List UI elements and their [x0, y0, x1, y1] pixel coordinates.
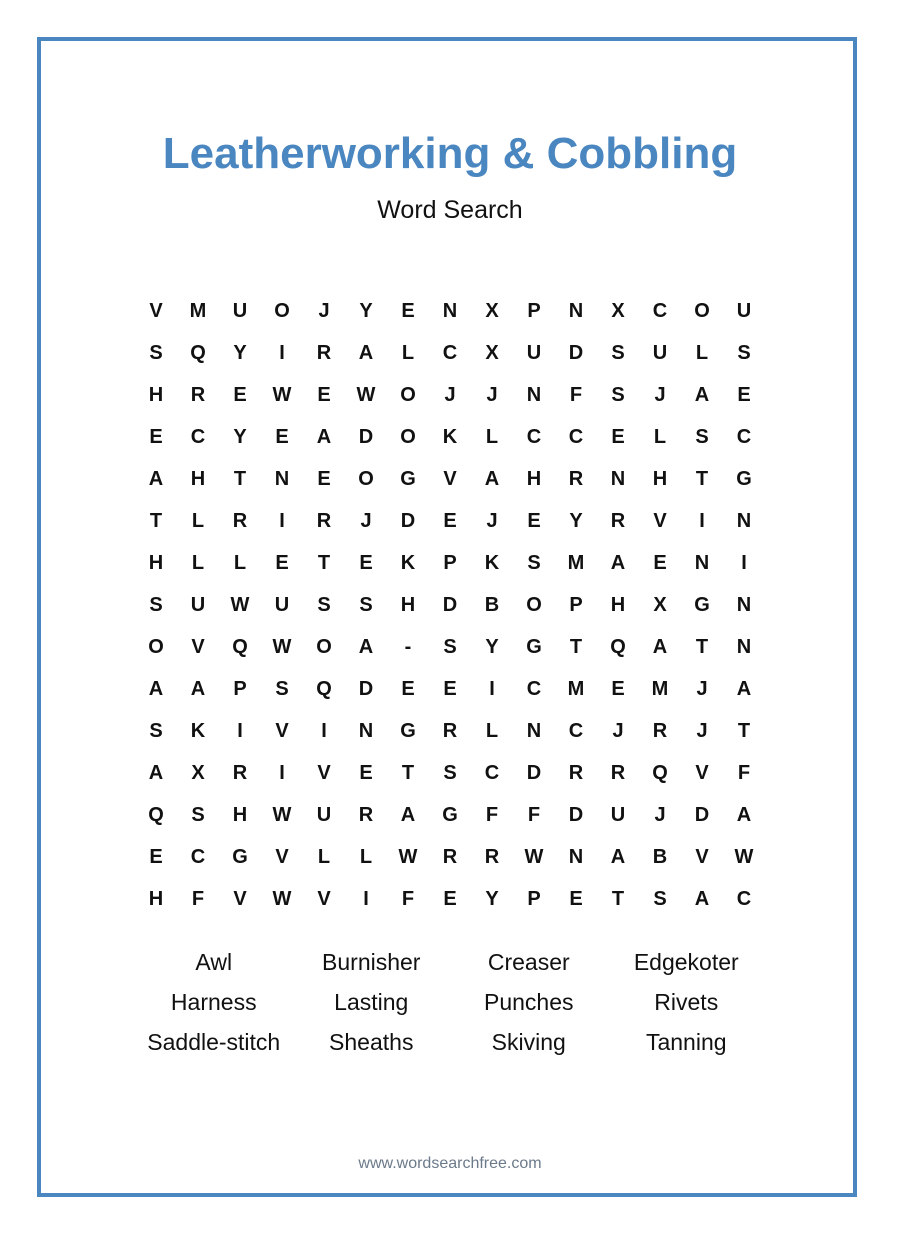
grid-letter: J: [696, 677, 708, 700]
grid-letter: E: [233, 383, 247, 406]
grid-letter: H: [400, 593, 416, 616]
grid-letter: I: [237, 719, 243, 742]
grid-letter: I: [741, 551, 747, 574]
grid-letter: S: [611, 383, 625, 406]
grid-letter: N: [736, 635, 752, 658]
grid-letter: A: [190, 677, 206, 700]
grid-letter: R: [316, 341, 332, 364]
grid-letter: V: [695, 845, 709, 868]
grid-letter: Q: [148, 803, 164, 826]
grid-letter: D: [694, 803, 710, 826]
grid-letter: N: [442, 299, 458, 322]
grid-letter: E: [737, 383, 751, 406]
letter-grid: [135, 290, 765, 920]
grid-letter: E: [359, 551, 373, 574]
grid-letter: Q: [610, 635, 626, 658]
grid-letter: I: [363, 887, 369, 910]
grid-letter: T: [569, 635, 583, 658]
grid-letter: W: [272, 803, 292, 826]
grid-letter: J: [360, 509, 372, 532]
grid-letter: F: [737, 761, 751, 784]
word-list-item: Awl: [195, 948, 233, 975]
grid-letter: R: [190, 383, 206, 406]
grid-letter: K: [190, 719, 206, 742]
grid-letter: D: [526, 761, 542, 784]
grid-letter: J: [318, 299, 330, 322]
grid-letter: X: [611, 299, 625, 322]
grid-letter: R: [442, 719, 458, 742]
grid-letter: K: [400, 551, 416, 574]
grid-letter: I: [279, 341, 285, 364]
grid-letter: O: [274, 299, 290, 322]
grid-letter: Y: [485, 887, 499, 910]
grid-letter: S: [275, 677, 289, 700]
grid-letter: J: [444, 383, 456, 406]
grid-letter: D: [358, 425, 374, 448]
grid-letter: C: [190, 845, 206, 868]
grid-letter: S: [695, 425, 709, 448]
grid-letter: M: [567, 551, 585, 574]
grid-letter: G: [442, 803, 458, 826]
grid-letter: C: [526, 425, 542, 448]
grid-letter: T: [317, 551, 331, 574]
grid-letter: H: [610, 593, 626, 616]
grid-letter: Q: [190, 341, 206, 364]
grid-letter: S: [527, 551, 541, 574]
grid-letter: F: [527, 803, 541, 826]
grid-letter: F: [401, 887, 415, 910]
grid-letter: G: [400, 719, 416, 742]
grid-letter: E: [149, 845, 163, 868]
grid-letter: E: [317, 383, 331, 406]
grid-letter: N: [736, 509, 752, 532]
grid-letter: H: [190, 467, 206, 490]
grid-letter: C: [190, 425, 206, 448]
grid-letter: S: [191, 803, 205, 826]
grid-letter: L: [485, 425, 499, 448]
grid-letter: P: [443, 551, 457, 574]
word-list-item: Burnisher: [322, 948, 421, 975]
grid-letter: E: [611, 677, 625, 700]
grid-letter: N: [526, 383, 542, 406]
grid-letter: H: [232, 803, 248, 826]
grid-letter: R: [442, 845, 458, 868]
grid-letter: D: [442, 593, 458, 616]
grid-letter: E: [443, 677, 457, 700]
grid-letter: P: [527, 887, 541, 910]
grid-letter: X: [485, 299, 499, 322]
grid-letter: A: [694, 887, 710, 910]
grid-letter: T: [611, 887, 625, 910]
grid-letter: I: [489, 677, 495, 700]
grid-letter: D: [568, 341, 584, 364]
grid-letter: J: [696, 719, 708, 742]
grid-letter: N: [274, 467, 290, 490]
grid-letter: T: [233, 467, 247, 490]
grid-letter: S: [443, 635, 457, 658]
grid-letter: O: [400, 383, 416, 406]
grid-letter: L: [317, 845, 331, 868]
grid-letter: V: [149, 299, 163, 322]
grid-letter: V: [275, 719, 289, 742]
grid-letter: C: [736, 425, 752, 448]
word-list-item: Edgekoter: [633, 948, 739, 975]
grid-letter: W: [356, 383, 376, 406]
grid-letter: T: [695, 635, 709, 658]
grid-letter: S: [149, 593, 163, 616]
grid-letter: A: [316, 425, 332, 448]
grid-letter: A: [694, 383, 710, 406]
page-title: Leatherworking & Cobbling: [162, 129, 738, 178]
grid-letter: X: [653, 593, 667, 616]
grid-letter: N: [568, 299, 584, 322]
grid-letter: M: [189, 299, 207, 322]
grid-letter: L: [233, 551, 247, 574]
grid-letter: R: [568, 467, 584, 490]
grid-letter: C: [568, 719, 584, 742]
page-subtitle: Word Search: [377, 196, 523, 224]
grid-letter: F: [191, 887, 205, 910]
grid-letter: M: [567, 677, 585, 700]
grid-letter: L: [485, 719, 499, 742]
grid-letter: A: [610, 551, 626, 574]
grid-letter: A: [610, 845, 626, 868]
grid-letter: R: [232, 761, 248, 784]
grid-letter: N: [568, 845, 584, 868]
grid-letter: X: [485, 341, 499, 364]
grid-letter: G: [526, 635, 542, 658]
grid-letter: I: [321, 719, 327, 742]
grid-letter: R: [610, 761, 626, 784]
grid-letter: A: [400, 803, 416, 826]
grid-letter: P: [527, 299, 541, 322]
grid-letter: K: [484, 551, 500, 574]
grid-letter: O: [358, 467, 374, 490]
grid-letter: W: [734, 845, 754, 868]
grid-letter: -: [404, 635, 412, 658]
grid-letter: A: [736, 677, 752, 700]
grid-letter: M: [651, 677, 669, 700]
grid-letter: I: [699, 509, 705, 532]
grid-letter: U: [526, 341, 542, 364]
grid-letter: N: [526, 719, 542, 742]
grid-letter: E: [275, 551, 289, 574]
grid-letter: J: [654, 803, 666, 826]
grid-letter: L: [191, 551, 205, 574]
grid-letter: E: [317, 467, 331, 490]
grid-letter: W: [398, 845, 418, 868]
grid-letter: S: [653, 887, 667, 910]
grid-letter: J: [486, 383, 498, 406]
grid-letter: E: [149, 425, 163, 448]
grid-letter: X: [191, 761, 205, 784]
grid-letter: S: [359, 593, 373, 616]
grid-letter: S: [317, 593, 331, 616]
grid-letter: V: [317, 887, 331, 910]
grid-letter: H: [148, 383, 164, 406]
grid-letter: L: [359, 845, 373, 868]
grid-letter: H: [652, 467, 668, 490]
grid-letter: V: [443, 467, 457, 490]
grid-letter: U: [232, 299, 248, 322]
grid-letter: W: [272, 887, 292, 910]
grid-letter: N: [736, 593, 752, 616]
grid-letter: O: [316, 635, 332, 658]
grid-letter: B: [484, 593, 500, 616]
grid-letter: R: [484, 845, 500, 868]
grid-letter: U: [652, 341, 668, 364]
grid-letter: R: [652, 719, 668, 742]
grid-letter: V: [233, 887, 247, 910]
grid-letter: K: [442, 425, 458, 448]
grid-letter: D: [400, 509, 416, 532]
grid-letter: R: [232, 509, 248, 532]
grid-letter: T: [149, 509, 163, 532]
grid-letter: O: [400, 425, 416, 448]
word-list-item: Skiving: [491, 1028, 566, 1055]
grid-letter: S: [737, 341, 751, 364]
word-list-item: Saddle-stitch: [147, 1028, 281, 1055]
grid-letter: A: [358, 341, 374, 364]
grid-letter: G: [736, 467, 752, 490]
grid-letter: A: [736, 803, 752, 826]
word-list-item: Tanning: [645, 1028, 727, 1055]
grid-letter: H: [148, 551, 164, 574]
grid-letter: U: [316, 803, 332, 826]
grid-letter: L: [695, 341, 709, 364]
grid-letter: E: [611, 425, 625, 448]
grid-letter: U: [736, 299, 752, 322]
grid-letter: G: [694, 593, 710, 616]
grid-letter: S: [443, 761, 457, 784]
grid-letter: I: [279, 509, 285, 532]
grid-letter: S: [149, 341, 163, 364]
grid-letter: V: [695, 761, 709, 784]
grid-letter: C: [442, 341, 458, 364]
grid-letter: G: [232, 845, 248, 868]
grid-letter: A: [652, 635, 668, 658]
grid-letter: V: [275, 845, 289, 868]
grid-letter: Y: [485, 635, 499, 658]
grid-letter: Y: [359, 299, 373, 322]
word-list: [135, 942, 765, 1062]
word-list-item: Rivets: [654, 988, 719, 1015]
grid-letter: Q: [652, 761, 668, 784]
word-list-item: Sheaths: [329, 1028, 414, 1055]
grid-letter: O: [526, 593, 542, 616]
grid-letter: N: [694, 551, 710, 574]
grid-letter: E: [443, 887, 457, 910]
grid-letter: V: [191, 635, 205, 658]
grid-letter: U: [190, 593, 206, 616]
grid-letter: C: [652, 299, 668, 322]
word-list-item: Harness: [170, 988, 257, 1015]
grid-letter: V: [653, 509, 667, 532]
grid-letter: Y: [569, 509, 583, 532]
grid-letter: P: [233, 677, 247, 700]
grid-letter: C: [568, 425, 584, 448]
grid-letter: E: [401, 677, 415, 700]
grid-letter: C: [484, 761, 500, 784]
grid-letter: E: [569, 887, 583, 910]
grid-letter: A: [358, 635, 374, 658]
grid-letter: P: [569, 593, 583, 616]
grid-letter: U: [274, 593, 290, 616]
grid-letter: C: [736, 887, 752, 910]
grid-letter: Y: [233, 341, 247, 364]
grid-letter: J: [654, 383, 666, 406]
grid-letter: H: [526, 467, 542, 490]
grid-letter: W: [524, 845, 544, 868]
grid-letter: C: [526, 677, 542, 700]
grid-letter: W: [272, 635, 292, 658]
grid-letter: A: [148, 677, 164, 700]
grid-letter: Q: [232, 635, 248, 658]
grid-letter: J: [612, 719, 624, 742]
grid-letter: R: [316, 509, 332, 532]
grid-letter: Y: [233, 425, 247, 448]
grid-letter: S: [149, 719, 163, 742]
grid-letter: A: [484, 467, 500, 490]
grid-letter: T: [401, 761, 415, 784]
grid-letter: A: [148, 467, 164, 490]
grid-letter: E: [527, 509, 541, 532]
footer-url: www.wordsearchfree.com: [358, 1155, 542, 1172]
grid-letter: V: [317, 761, 331, 784]
grid-letter: J: [486, 509, 498, 532]
grid-letter: U: [610, 803, 626, 826]
grid-letter: I: [279, 761, 285, 784]
grid-letter: E: [275, 425, 289, 448]
grid-letter: W: [272, 383, 292, 406]
grid-letter: R: [568, 761, 584, 784]
grid-letter: O: [694, 299, 710, 322]
grid-letter: R: [358, 803, 374, 826]
word-list-item: Punches: [483, 988, 574, 1015]
grid-letter: B: [652, 845, 668, 868]
grid-letter: Q: [316, 677, 332, 700]
grid-letter: G: [400, 467, 416, 490]
grid-letter: R: [610, 509, 626, 532]
grid-letter: S: [611, 341, 625, 364]
grid-letter: D: [568, 803, 584, 826]
word-list-item: Lasting: [334, 988, 409, 1015]
grid-letter: E: [401, 299, 415, 322]
word-list-item: Creaser: [487, 948, 570, 975]
grid-letter: L: [401, 341, 415, 364]
grid-letter: N: [610, 467, 626, 490]
grid-letter: O: [148, 635, 164, 658]
grid-letter: L: [653, 425, 667, 448]
grid-letter: H: [148, 887, 164, 910]
grid-letter: D: [358, 677, 374, 700]
grid-letter: F: [569, 383, 583, 406]
grid-letter: E: [653, 551, 667, 574]
grid-letter: N: [358, 719, 374, 742]
grid-letter: F: [485, 803, 499, 826]
grid-letter: E: [359, 761, 373, 784]
grid-letter: W: [230, 593, 250, 616]
grid-letter: T: [695, 467, 709, 490]
grid-letter: E: [443, 509, 457, 532]
grid-letter: L: [191, 509, 205, 532]
grid-letter: T: [737, 719, 751, 742]
grid-letter: A: [148, 761, 164, 784]
